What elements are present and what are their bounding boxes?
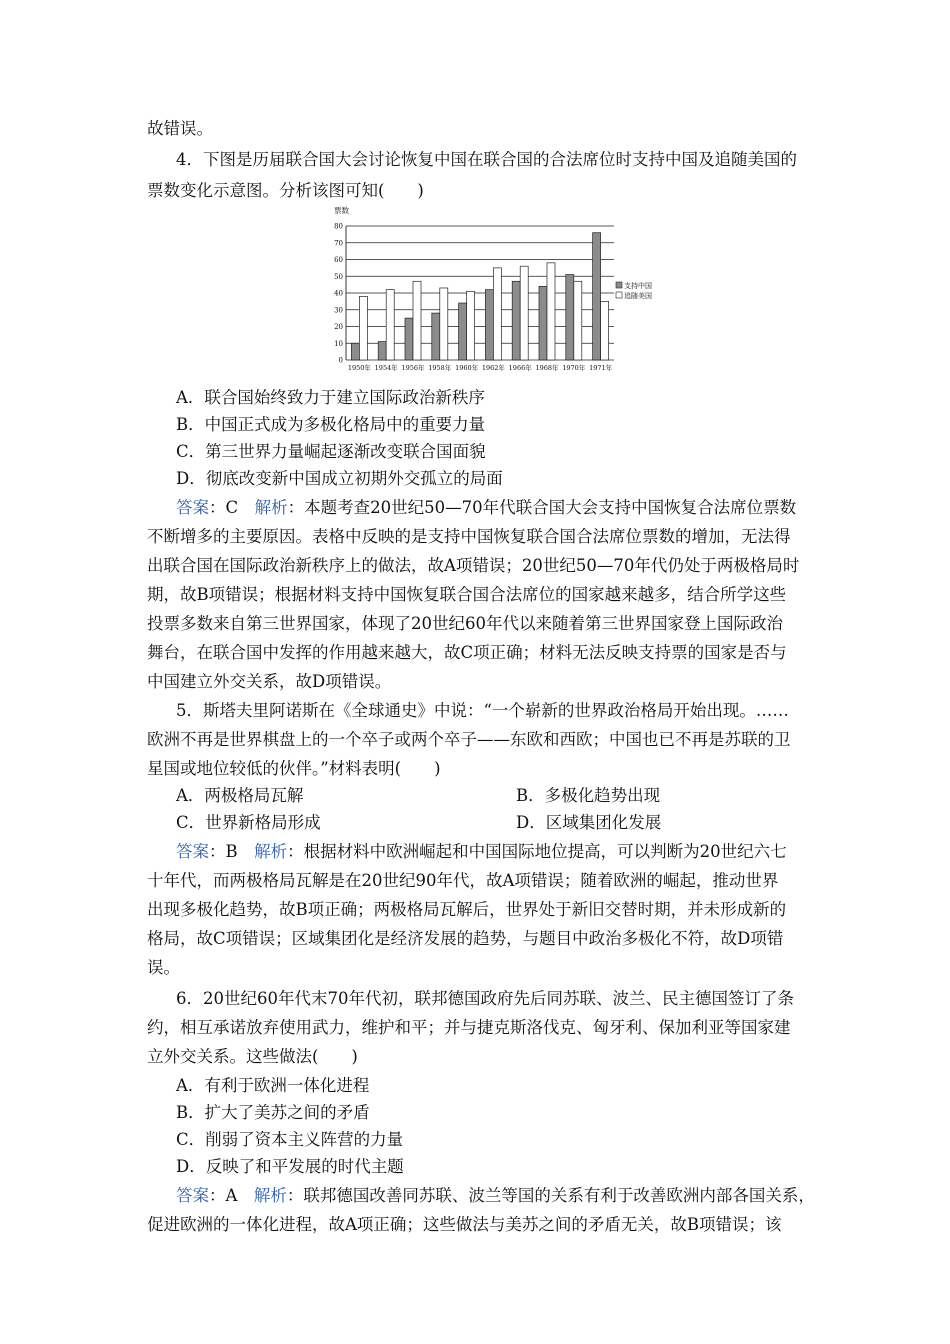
text-line: 出联合国在国际政治新秩序上的做法，故A项错误；20世纪50—70年代仍处于两极格局时 (147, 556, 800, 575)
y-tick-label: 40 (334, 289, 343, 298)
analysis-label: 解析 (254, 498, 288, 517)
bar-support-china (539, 286, 547, 360)
option-c: C．世界新格局形成 (176, 813, 321, 832)
x-tick-label: 1966年 (508, 364, 532, 372)
option-a: A．两极格局瓦解 (176, 786, 304, 805)
text-line: 误。 (147, 958, 180, 977)
legend-label: 支持中国 (624, 282, 652, 290)
y-axis-label: 票数 (334, 206, 349, 215)
text-line: 故错误。 (147, 119, 213, 138)
bar-support-china (378, 342, 386, 360)
bar-follow-us (386, 290, 394, 360)
bar-support-china (432, 313, 440, 360)
answer-5: 答案：B 解析：根据材料中欧洲崛起和中国国际地位提高，可以判断为20世纪六七 (176, 842, 787, 861)
bar-follow-us (574, 281, 582, 360)
option-b: B．中国正式成为多极化格局中的重要力量 (176, 415, 486, 434)
bar-support-china (512, 281, 520, 360)
y-tick-label: 0 (338, 356, 343, 365)
x-tick-label: 1970年 (562, 364, 586, 372)
option-b: B．扩大了美苏之间的矛盾 (176, 1103, 370, 1122)
option-a: A．联合国始终致力于建立国际政治新秩序 (176, 388, 485, 407)
bar-support-china (593, 233, 601, 360)
y-tick-label: 20 (334, 323, 343, 331)
bar-support-china (459, 303, 467, 360)
legend-label: 追随美国 (624, 292, 652, 300)
text-line: 立外交关系。这些做法( ) (147, 1047, 358, 1066)
text-line: 约，相互承诺放弃使用武力，维护和平；并与捷克斯洛伐克、匈牙利、保加利亚等国家建 (147, 1018, 791, 1037)
option-d: D．反映了和平发展的时代主题 (176, 1157, 404, 1176)
question-4-stem: 4．下图是历届联合国大会讨论恢复中国在联合国的合法席位时支持中国及追随美国的 (176, 150, 797, 169)
x-tick-label: 1968年 (535, 364, 559, 372)
bar-follow-us (520, 266, 528, 360)
text-line: 星国或地位较低的伙伴。”材料表明( ) (147, 759, 441, 778)
y-tick-label: 80 (334, 222, 343, 231)
text-line: 中国建立外交关系，故D项错误。 (147, 672, 392, 691)
text-line: 十年代，而两极格局瓦解是在20世纪90年代，故A项错误；随着欧洲的崛起，推动世界 (147, 871, 779, 890)
bar-support-china (566, 275, 574, 360)
bar-follow-us (359, 296, 367, 360)
text-line: 促进欧洲的一体化进程，故A项正确；这些做法与美苏之间的矛盾无关，故B项错误；该 (147, 1215, 782, 1234)
bar-support-china (351, 343, 359, 360)
option-b: B．多极化趋势出现 (516, 786, 661, 805)
bar-follow-us (467, 291, 475, 360)
x-tick-label: 1956年 (401, 364, 425, 372)
vote-bar-chart (334, 203, 652, 381)
question-4-stem: 票数变化示意图。分析该图可知( ) (147, 181, 424, 200)
x-tick-label: 1954年 (374, 364, 398, 372)
text-line: 格局，故C项错误；区域集团化是经济发展的趋势，与题目中政治多极化不符，故D项错 (147, 929, 784, 948)
y-tick-label: 10 (334, 339, 343, 348)
answer-6: 答案：A 解析：联邦德国改善同苏联、波兰等国的关系有利于改善欧洲内部各国关系， (176, 1186, 815, 1205)
text-line: 投票多数来自第三世界国家，体现了20世纪60年代以来随着第三世界国家登上国际政治 (147, 614, 783, 633)
legend-swatch (616, 282, 622, 288)
bar-support-china (405, 318, 413, 360)
bar-support-china (485, 290, 493, 360)
answer-label: 答案 (176, 842, 209, 861)
option-d: D．区域集团化发展 (516, 813, 662, 832)
y-tick-label: 70 (334, 239, 343, 248)
option-c: C．削弱了资本主义阵营的力量 (176, 1130, 404, 1149)
legend-swatch (616, 292, 622, 298)
answer-label: 答案 (176, 498, 209, 517)
analysis-label: 解析 (254, 842, 288, 861)
bar-follow-us (493, 268, 501, 360)
text-line: 出现多极化趋势，故B项正确；两极格局瓦解后，世界处于新旧交替时期，并未形成新的 (147, 900, 787, 919)
bar-follow-us (547, 263, 555, 360)
x-tick-label: 1958年 (428, 364, 452, 372)
y-tick-label: 60 (334, 256, 343, 264)
question-6-stem: 6．20世纪60年代末70年代初，联邦德国政府先后同苏联、波兰、民主德国签订了条 (176, 989, 794, 1008)
bar-follow-us (413, 281, 421, 360)
answer-label: 答案 (176, 1186, 209, 1205)
text-line: 不断增多的主要原因。表格中反映的是支持中国恢复联合国合法席位票数的增加，无法得 (147, 527, 791, 546)
answer-4: 答案：C 解析：本题考查20世纪50—70年代联合国大会支持中国恢复合法席位票数 (176, 498, 797, 517)
bar-follow-us (440, 288, 448, 360)
text-line: 期，故B项错误；根据材料支持中国恢复联合国合法席位的国家越来越多，结合所学这些 (147, 585, 787, 604)
bar-follow-us (601, 301, 609, 360)
y-tick-label: 30 (334, 306, 343, 315)
y-tick-label: 50 (334, 272, 343, 281)
x-tick-label: 1971年 (589, 364, 613, 372)
option-d: D．彻底改变新中国成立初期外交孤立的局面 (176, 469, 503, 488)
option-a: A．有利于欧洲一体化进程 (176, 1076, 370, 1095)
text-line: 欧洲不再是世界棋盘上的一个卒子或两个卒子——东欧和西欧；中国也已不再是苏联的卫 (147, 730, 791, 749)
question-5-stem: 5．斯塔夫里阿诺斯在《全球通史》中说：“一个崭新的世界政治格局开始出现。…… (176, 701, 789, 720)
x-tick-label: 1962年 (481, 364, 505, 372)
text-line: 舞台，在联合国中发挥的作用越来越大，故C项正确；材料无法反映支持票的国家是否与 (147, 643, 787, 662)
option-c: C．第三世界力量崛起逐渐改变联合国面貌 (176, 442, 486, 461)
analysis-label: 解析 (253, 1186, 287, 1205)
x-tick-label: 1960年 (455, 364, 479, 372)
x-tick-label: 1950年 (347, 364, 371, 372)
